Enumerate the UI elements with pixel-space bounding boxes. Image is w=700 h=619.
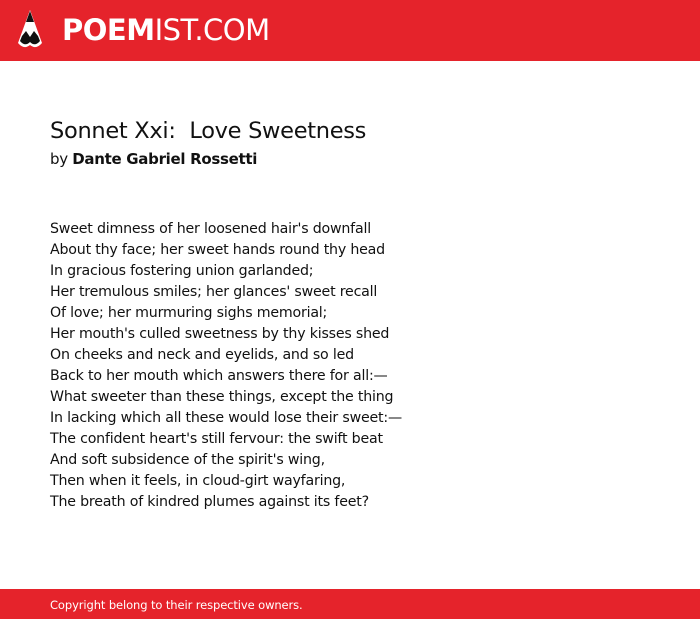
poem-line: What sweeter than these things, except the thing	[50, 389, 394, 405]
poem-line: Her mouth's culled sweetness by thy kisses shed	[50, 326, 390, 342]
pencil-tip-icon	[17, 9, 43, 51]
poem-line: Sweet dimness of her loosened hair's downfall	[50, 221, 371, 237]
poem-title: Sonnet Xxi: Love Sweetness	[50, 118, 367, 144]
author-name: Dante Gabriel Rossetti	[72, 150, 258, 168]
byline	[50, 149, 257, 169]
poem-line: The breath of kindred plumes against its feet?	[50, 494, 369, 510]
logo-bold-text: POEM	[62, 13, 155, 47]
poem-line: Of love; her murmuring sighs memorial;	[50, 305, 328, 321]
by-label: by	[50, 150, 68, 168]
poem-line: Her tremulous smiles; her glances' sweet recall	[50, 284, 378, 300]
poem-line: In gracious fostering union garlanded;	[50, 263, 314, 279]
poem-line: About thy face; her sweet hands round thy head	[50, 242, 385, 258]
poem-line: And soft subsidence of the spirit's wing,	[50, 452, 325, 468]
site-logo-text	[62, 13, 270, 47]
copyright-text: Copyright belong to their respective owners.	[50, 598, 303, 612]
site-header	[0, 0, 700, 61]
poem-line: The confident heart's still fervour: the swift beat	[50, 431, 383, 447]
poem-body	[50, 219, 402, 513]
poem-line: On cheeks and neck and eyelids, and so led	[50, 347, 354, 363]
poem-line: Back to her mouth which answers there for all:—	[50, 368, 388, 384]
site-footer	[0, 589, 700, 619]
poem-line: In lacking which all these would lose their sweet:—	[50, 410, 402, 426]
poem-line: Then when it feels, in cloud-girt wayfaring,	[50, 473, 346, 489]
logo-light-text: IST.COM	[154, 13, 270, 47]
